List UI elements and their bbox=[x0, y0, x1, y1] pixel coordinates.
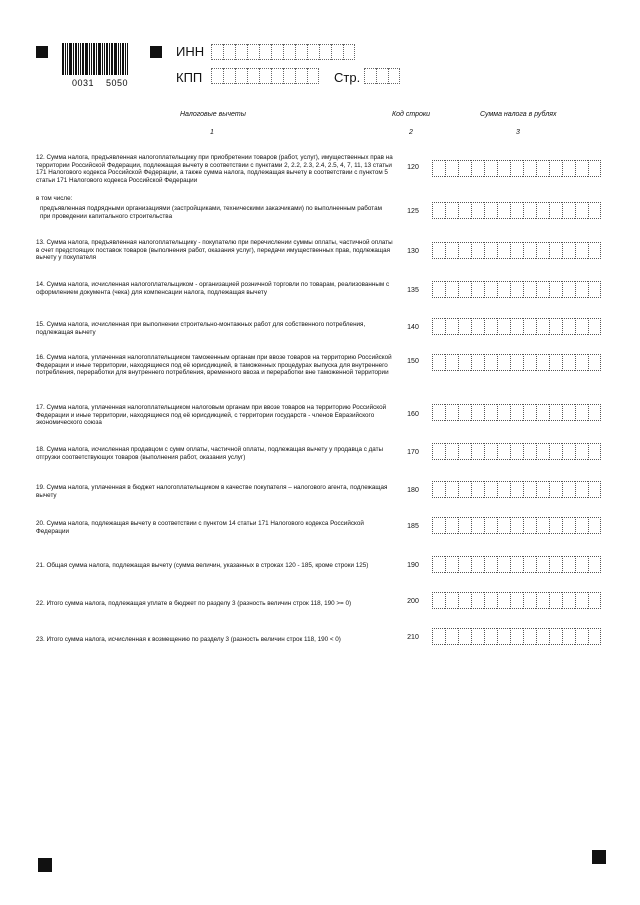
row-code-150: 150 bbox=[407, 358, 419, 365]
row-text-120: 12. Сумма налога, предъявленная налогоплательщику при приобретении товаров (работ, услуг), имущественных прав на территории Российской Федерации, подлежащая вычету в соответствии с пунктами 2, 2.2, 2.3, 2.4, 2.5, 4, 7, 11, 13 статьи 171 Налогового кодекса Российской Федерации, а также сумма налога, подлежащая вычету в соответствии с пунктом 5 статьи 171 Налогового кодекса Российской Федерации bbox=[36, 154, 393, 184]
row-code-135: 135 bbox=[407, 287, 419, 294]
row-code-125: 125 bbox=[407, 208, 419, 215]
amount-field-140[interactable] bbox=[432, 318, 601, 335]
row-code-140: 140 bbox=[407, 324, 419, 331]
kpp-field[interactable] bbox=[211, 68, 319, 84]
barcode-number-right: 5050 bbox=[106, 78, 129, 88]
column-header-line-code: Код строки bbox=[392, 111, 431, 118]
kpp-label: КПП bbox=[176, 70, 203, 85]
amount-field-170[interactable] bbox=[432, 443, 601, 460]
column-header-deductions: Налоговые вычеты bbox=[180, 111, 246, 118]
row-code-180: 180 bbox=[407, 487, 419, 494]
row-text-135: 14. Сумма налога, исчисленная налогоплательщиком - организацией розничной торговли по товарам, реализованным с оформлением документа (чека) для компенсации налога, подлежащая вычету bbox=[36, 281, 390, 296]
amount-field-185[interactable] bbox=[432, 517, 601, 534]
corner-marker-bottom-left bbox=[38, 858, 52, 872]
amount-field-120[interactable] bbox=[432, 160, 601, 177]
amount-field-125[interactable] bbox=[432, 202, 601, 219]
page-number-field[interactable] bbox=[364, 68, 400, 84]
row-code-130: 130 bbox=[407, 248, 419, 255]
amount-field-210[interactable] bbox=[432, 628, 601, 645]
column-number-1: 1 bbox=[210, 129, 214, 136]
row-code-200: 200 bbox=[407, 598, 419, 605]
amount-field-190[interactable] bbox=[432, 556, 601, 573]
row-code-160: 160 bbox=[407, 411, 419, 418]
row-text-185: 20. Сумма налога, подлежащая вычету в соответствии с пунктом 14 статьи 171 Налогового кодекса Российской Федерации bbox=[36, 520, 364, 535]
row-code-190: 190 bbox=[407, 562, 419, 569]
row-text-130: 13. Сумма налога, предъявленная налогоплательщику - покупателю при перечислении суммы оплаты, частичной оплаты в счет предстоящих поставок товаров (выполнения работ, оказания услуг), передачи имущественных прав, подлежащая вычету у покупателя bbox=[36, 239, 393, 262]
row-code-210: 210 bbox=[407, 634, 419, 641]
column-number-3: 3 bbox=[516, 129, 520, 136]
amount-field-200[interactable] bbox=[432, 592, 601, 609]
including-label: в том числе: bbox=[36, 195, 73, 202]
row-text-200: 22. Итого сумма налога, подлежащая уплате в бюджет по разделу 3 (разность величин строк 118, 190 >= 0) bbox=[36, 600, 352, 607]
row-text-180: 19. Сумма налога, уплаченная в бюджет налогоплательщиком в качестве покупателя – налогового агента, подлежащая вычету bbox=[36, 484, 388, 499]
row-code-120: 120 bbox=[407, 164, 419, 171]
row-text-125: предъявленная подрядными организациями (застройщиками, техническими заказчиками) по выполненным работам при проведении капитального строительства bbox=[40, 205, 382, 220]
page-number-label: Стр. bbox=[334, 70, 361, 85]
row-text-140: 15. Сумма налога, исчисленная при выполнении строительно-монтажных работ для собственного потребления, подлежащая вычету bbox=[36, 321, 366, 336]
amount-field-150[interactable] bbox=[432, 354, 601, 371]
row-text-190: 21. Общая сумма налога, подлежащая вычету (сумма величин, указанных в строках 120 - 185, кроме строки 125) bbox=[36, 562, 369, 569]
row-code-170: 170 bbox=[407, 449, 419, 456]
barcode bbox=[62, 43, 140, 75]
corner-marker-top-left bbox=[36, 46, 48, 58]
amount-field-130[interactable] bbox=[432, 242, 601, 259]
row-code-185: 185 bbox=[407, 523, 419, 530]
row-text-150: 16. Сумма налога, уплаченная налогоплательщиком таможенным органам при ввозе товаров на территорию Российской Федерации и иные территории, находящиеся под её юрисдикцией, в таможенных процедурах выпуска для внутреннего потребления, переработки для внутреннего потребления, временного ввоза и переработки вне таможенной территории bbox=[36, 354, 392, 377]
inn-label: ИНН bbox=[176, 44, 205, 59]
amount-field-180[interactable] bbox=[432, 481, 601, 498]
barcode-number-left: 0031 bbox=[72, 78, 95, 88]
row-text-170: 18. Сумма налога, исчисленная продавцом с сумм оплаты, частичной оплаты, подлежащая вычету у продавца с даты отгрузки соответствующих товаров (выполнения работ, оказания услуг) bbox=[36, 446, 384, 461]
column-header-tax-amount: Сумма налога в рублях bbox=[480, 111, 557, 118]
corner-marker-bottom-right bbox=[592, 850, 606, 864]
column-number-2: 2 bbox=[409, 129, 413, 136]
corner-marker-top-mid bbox=[150, 46, 162, 58]
amount-field-135[interactable] bbox=[432, 281, 601, 298]
inn-field[interactable] bbox=[211, 44, 355, 60]
row-text-160: 17. Сумма налога, уплаченная налогоплательщиком налоговым органам при ввозе товаров на территорию Российской Федерации и иные территории, находящиеся под её юрисдикцией, с территории государств - членов Евразийского экономического союза bbox=[36, 404, 387, 427]
amount-field-160[interactable] bbox=[432, 404, 601, 421]
row-text-210: 23. Итого сумма налога, исчисленная к возмещению по разделу 3 (разность величин строк 118, 190 < 0) bbox=[36, 636, 341, 643]
